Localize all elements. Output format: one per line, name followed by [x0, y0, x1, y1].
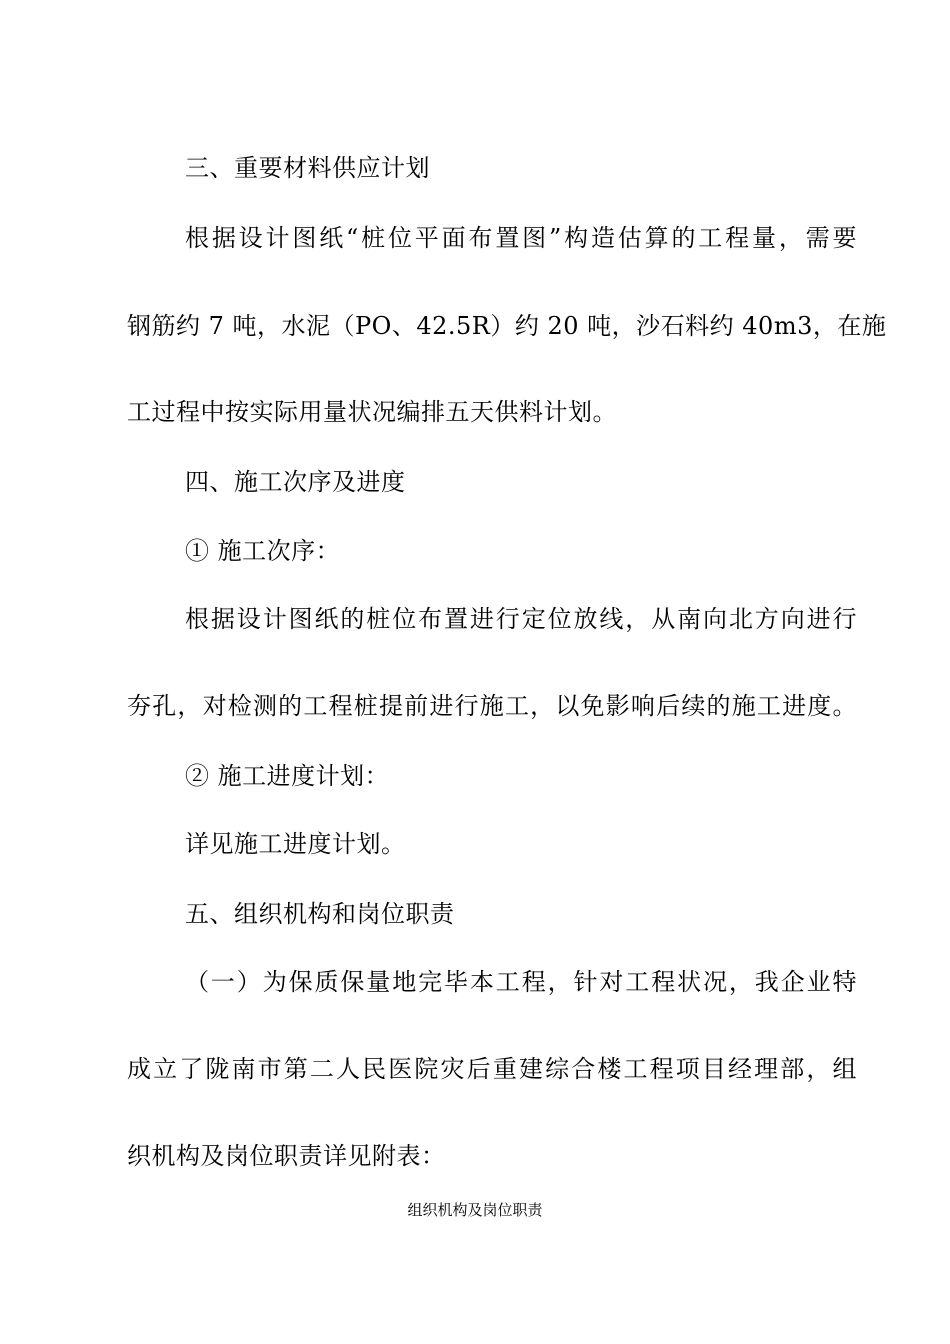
section-heading-4: 四、施工次序及进度	[185, 468, 406, 496]
subheading-construction-order: ① 施工次序：	[185, 537, 341, 565]
paragraph-line: 织机构及岗位职责详见附表：	[127, 1142, 446, 1170]
paragraph-line: （一）为保质保量地完毕本工程，针对工程状况，我企业特	[185, 968, 857, 996]
section-heading-3: 三、重要材料供应计划	[185, 154, 430, 182]
table-caption: 组织机构及岗位职责	[407, 1201, 543, 1219]
paragraph-line: 钢筋约 7 吨，水泥（PO、42.5R）约 20 吨，沙石料约 40m3，在施	[127, 312, 887, 340]
subheading-schedule-plan: ② 施工进度计划：	[185, 762, 390, 790]
paragraph-line: 工过程中按实际用量状况编排五天供料计划。	[127, 398, 617, 426]
paragraph-line: 成立了陇南市第二人民医院灾后重建综合楼工程项目经理部，组	[127, 1055, 857, 1083]
paragraph-line: 详见施工进度计划。	[185, 830, 406, 858]
paragraph-line: 根据设计图纸“桩位平面布置图”构造估算的工程量，需要	[185, 224, 857, 252]
section-heading-5: 五、组织机构和岗位职责	[185, 900, 455, 928]
paragraph-line: 夯孔，对检测的工程桩提前进行施工，以免影响后续的施工进度。	[127, 692, 857, 720]
paragraph-line: 根据设计图纸的桩位布置进行定位放线，从南向北方向进行	[185, 605, 857, 633]
